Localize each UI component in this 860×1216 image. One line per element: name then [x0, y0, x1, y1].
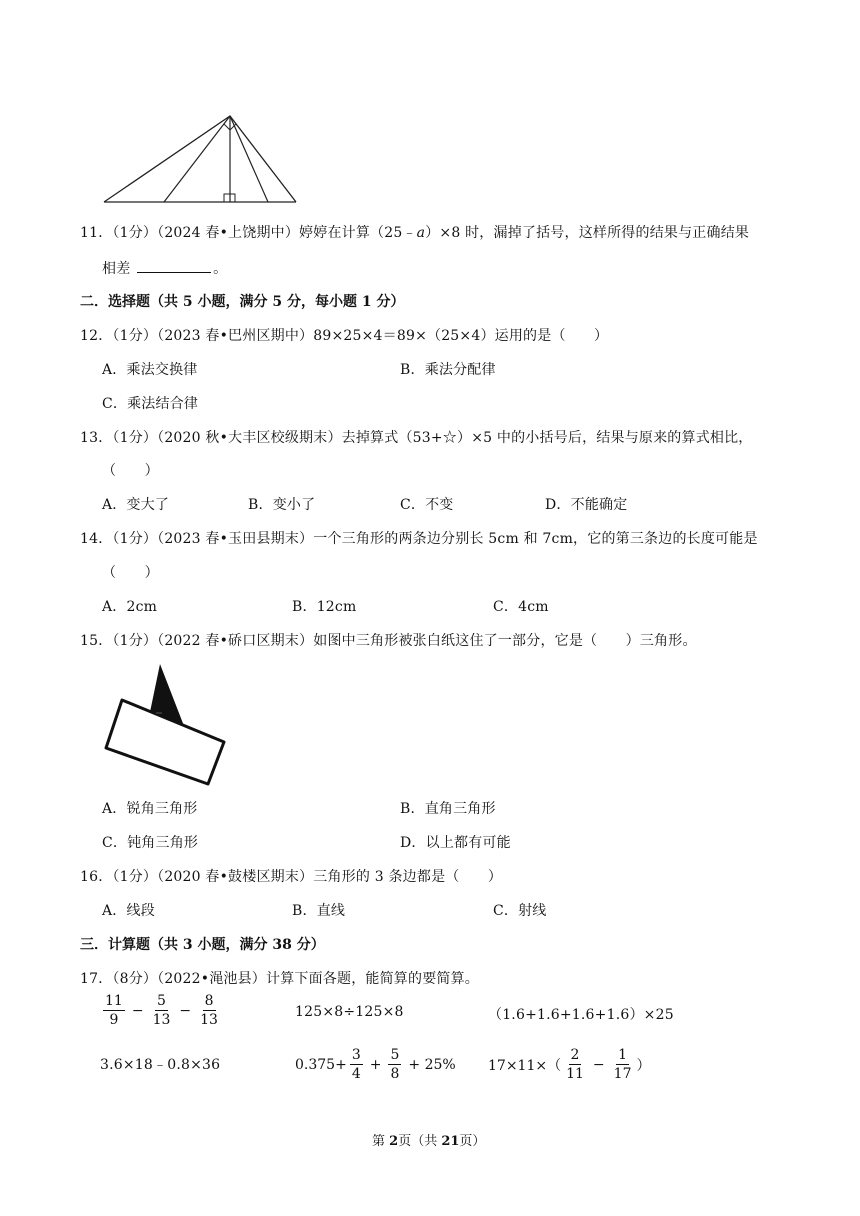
section-2-heading: 二．选择题（共 5 小题，满分 5 分，每小题 1 分） [80, 294, 405, 310]
question-15-option-c[interactable]: C．钝角三角形 [102, 835, 199, 851]
question-11-line-1: 11．（1分）（2024 春•上饶期中）婷婷在计算（25﹣a）×8 时，漏掉了括号，这样所得的结果与正确结果 [80, 225, 750, 241]
question-16-option-c[interactable]: C．射线 [493, 903, 547, 919]
question-14-option-c[interactable]: C．4cm [493, 599, 549, 615]
question-12-stem: 12．（1分）（2023 春•巴州区期中）89×25×4＝89×（25×4）运用的是（ ） [80, 328, 609, 344]
triangle-figure [100, 112, 300, 206]
answer-blank[interactable] [137, 258, 211, 273]
question-16-option-b[interactable]: B．直线 [292, 903, 346, 919]
question-13-stem-2: （ ） [102, 463, 159, 479]
page-footer: 第 2页（共 21页） [372, 1134, 486, 1149]
covered-triangle-figure [100, 660, 232, 788]
question-16-stem: 16．（1分）（2020 春•鼓楼区期末）三角形的 3 条边都是（ ） [80, 869, 503, 885]
question-15-option-d[interactable]: D．以上都有可能 [400, 835, 511, 851]
question-13-option-a[interactable]: A．变大了 [102, 497, 170, 513]
question-14-option-a[interactable]: A．2cm [102, 599, 158, 615]
question-15-option-b[interactable]: B．直角三角形 [400, 801, 496, 817]
expression-6: 17×11×（ $\frac{2}{11}$ − $\frac{1}{17}$ ） [488, 1047, 651, 1082]
question-15-option-a[interactable]: A．锐角三角形 [102, 801, 198, 817]
question-14-stem-2: （ ） [102, 565, 159, 581]
question-12-option-a[interactable]: A．乘法交换律 [102, 362, 198, 378]
question-14-option-b[interactable]: B．12cm [292, 599, 357, 615]
question-13-option-d[interactable]: D．不能确定 [545, 497, 628, 513]
expression-5: 0.375+ $\frac{3}{4}$ + $\frac{5}{8}$ + 25% [295, 1047, 456, 1082]
question-12-option-c[interactable]: C．乘法结合律 [102, 396, 199, 412]
expression-3: （1.6+1.6+1.6+1.6）×25 [488, 1007, 674, 1023]
expression-2: 125×8÷125×8 [295, 1004, 404, 1020]
question-15-stem: 15．（1分）（2022 春•硚口区期末）如图中三角形被张白纸这住了一部分，它是（ ）三角形。 [80, 633, 697, 649]
question-13-option-c[interactable]: C．不变 [400, 497, 454, 513]
question-14-stem: 14．（1分）（2023 春•玉田县期末）一个三角形的两条边分别长 5cm 和 7cm，它的第三条边的长度可能是 [80, 531, 758, 547]
question-11-line-2: 相差 。 [102, 258, 227, 278]
question-13-option-b[interactable]: B．变小了 [248, 497, 316, 513]
section-3-heading: 三．计算题（共 3 小题，满分 38 分） [80, 937, 325, 953]
expression-1: $\frac{11}{9}$ − $\frac{5}{13}$ − $\frac{8}{13}$ [105, 993, 218, 1028]
question-13-stem: 13．（1分）（2020 秋•大丰区校级期末）去掉算式（53+☆）×5 中的小括号后，结果与原来的算式相比， [80, 430, 753, 446]
question-12-option-b[interactable]: B．乘法分配律 [400, 362, 496, 378]
question-16-option-a[interactable]: A．线段 [102, 903, 155, 919]
expression-4: 3.6×18﹣0.8×36 [100, 1057, 221, 1073]
question-17-stem: 17．（8分）（2022•渑池县）计算下面各题，能简算的要简算。 [80, 971, 480, 987]
